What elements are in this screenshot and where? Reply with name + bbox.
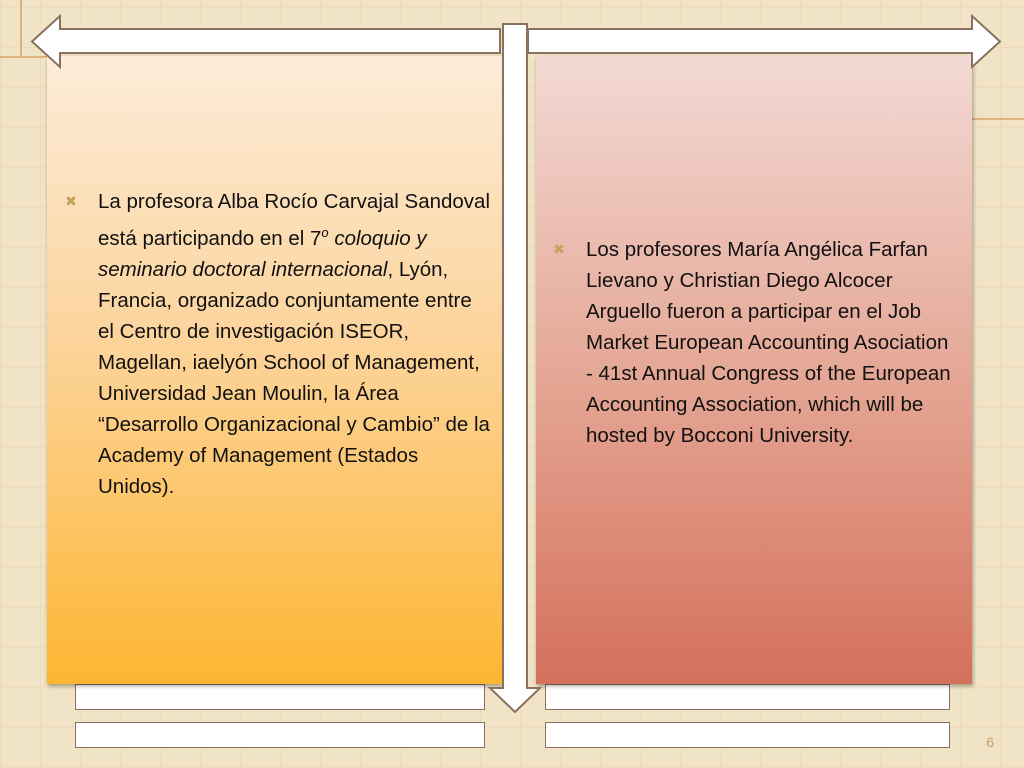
left-text-part: , Lyón, Francia, organizado conjuntamente entre el Centro de investigación ISEOR, Magellan, iaelyón School of Management, Universidad Jean Moulin, la Área “Desarrollo Organizacional y Cambio” de la Academy of Management (Estados Unidos). (98, 257, 490, 498)
right-bullet-list (548, 234, 958, 451)
x-bullet-icon: ✖ (553, 241, 565, 257)
left-text-superscript: o (321, 225, 329, 240)
x-bullet-icon: ✖ (65, 193, 77, 209)
left-bullet-list (60, 186, 490, 502)
page-number: 6 (986, 734, 994, 750)
left-text-part: La profesora Alba Rocío Carvajal Sandoval está participando en el 7 (98, 190, 491, 250)
left-text-italic: coloquio y seminario doctoral internacional (98, 226, 427, 281)
list-item (60, 186, 490, 502)
right-text: Los profesores María Angélica Farfan Lievano y Christian Diego Alcocer Arguello fueron a participar en el Job Market European Accounting Asociation - 41st Annual Congress of the European Accounting Association, which will be hosted by Bocconi University. (586, 238, 951, 447)
list-item (548, 234, 958, 451)
